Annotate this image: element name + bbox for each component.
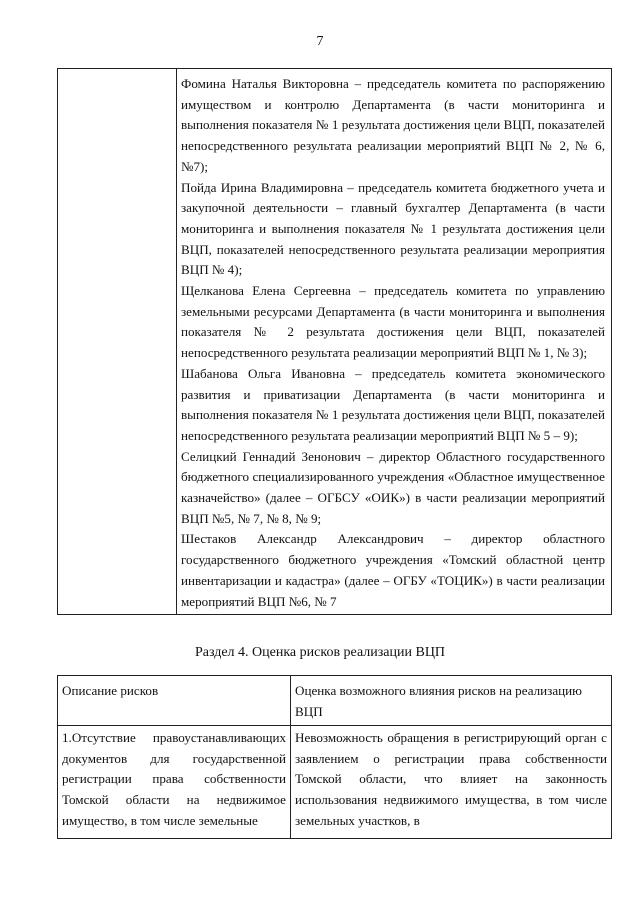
list-item: Селицкий Геннадий Зенонович – директор Областного государственного бюджетного специализированного учреждения «Областное имущественное казначейство» (далее – ОГБСУ «ОИК») в части реализации мероприятий ВЦП №5, № 7, № 8, № 9; — [181, 448, 605, 526]
table-row — [58, 69, 612, 615]
risk-impact-cell: Невозможность обращения в регистрирующий орган с заявлением о регистрации права собственности Томской области, что влияет на законность использования недвижимого имущества, в том числе земельных участков, в — [291, 726, 612, 839]
section-title: Раздел 4. Оценка рисков реализации ВЦП — [194, 645, 446, 660]
list-item: Шабанова Ольга Ивановна – председатель комитета экономического развития и приватизации Департамента (в части мониторинга и выполнения показателя № 1 результата достижения цели ВЦП, показателей непосредственного результата реализации мероприятий ВЦП № 5 – 9); — [181, 365, 605, 443]
risk-description-cell: 1.Отсутствие правоустанавливающих документов для государственной регистрации права собственности Томской области на недвижимое имущество, в том числе земельные — [58, 726, 291, 839]
column-header-risk-description: Описание рисков — [58, 676, 291, 726]
list-item: Щелканова Елена Сергеевна – председатель комитета по управлению земельными ресурсами Департамента (в части мониторинга и выполнения показателя № 2 результата достижения цели ВЦП, показателей непосредственного результата реализации мероприятий ВЦП № 1, № 3); — [181, 283, 605, 361]
list-item: Шестаков Александр Александрович – директор областного государственного бюджетного учреждения «Томский областной центр инвентаризации и кадастра» (далее – ОГБУ «ТОЦИК») в части реализации мероприятий ВЦП №6, № 7 — [181, 531, 605, 609]
empty-cell — [58, 69, 177, 615]
list-item: Фомина Наталья Викторовна – председатель комитета по распоряжению имуществом и контролю Департамента (в части мониторинга и выполнения показателя № 1 результата достижения цели ВЦП, показателей непосредственного результата реализации мероприятий ВЦП № 2, № 6, №7); — [181, 76, 605, 174]
responsible-persons-cell — [177, 69, 612, 615]
list-item: Пойда Ирина Владимировна – председатель комитета бюджетного учета и закупочной деятельности – главный бухгалтер Департамента (в части мониторинга и выполнения показателя № 1 результата достижения цели ВЦП, показателей непосредственного результата реализации мероприятия ВЦП № 4); — [181, 179, 605, 278]
responsible-persons-table — [57, 68, 612, 615]
table-header-row — [58, 676, 612, 726]
page-number: 7 — [316, 34, 324, 49]
risk-table — [57, 675, 612, 839]
column-header-risk-impact: Оценка возможного влияния рисков на реализацию ВЦП — [291, 676, 612, 726]
table-row — [58, 726, 612, 839]
